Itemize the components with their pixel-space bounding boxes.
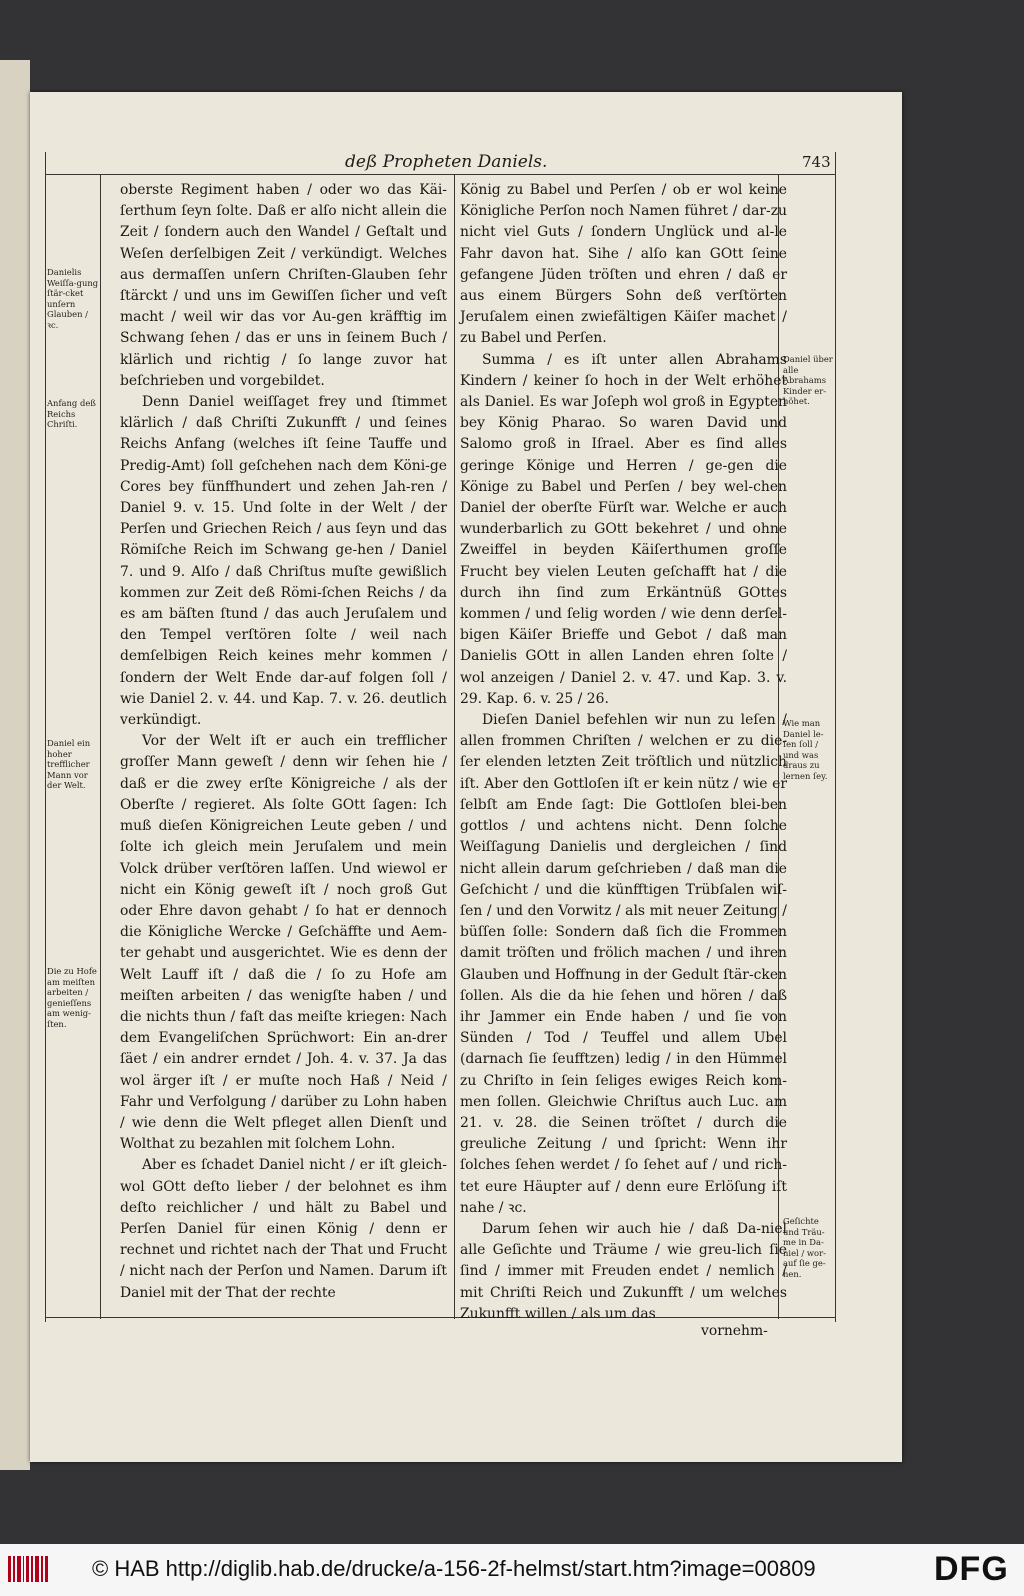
text-column-right (460, 180, 787, 1325)
page-number: 743 (802, 153, 831, 171)
text-column-left (120, 180, 447, 1304)
paragraph: Darum ſehen wir auch hie / daß Da-niel alle Geſichte und Träume / wie greu-lich ſie ſind / immer mit Freuden endet / nemlich / mit Chriſti Reich und Zukunfft / um welches Zukunfft willen / als um das (460, 1220, 787, 1322)
margin-note: Geſichte und Träu-me in Da-niel / wor-auf ſie ge-hen. (783, 1216, 826, 1279)
running-title: deß Propheten Daniels. (345, 152, 548, 172)
paragraph: Aber es ſchadet Daniel nicht / er iſt gleich-wol GOtt deſto lieber / der belohnet es ihm deſto reichlicher / und hält zu Babel und Perſen Daniel für einen König / denn er rechnet und richtet nach der That und Frucht / nicht nach der Perſon und Namen. Darum iſt Daniel mit der That der rechte (120, 1157, 447, 1301)
paragraph: Vor der Welt iſt er auch ein trefflicher groſſer Mann geweſt / denn wir ſehen hie / daß er die zwey erſte Königreiche / als der Oberſte / regieret. Als ſolte GOtt ſagen: Ich muß dieſen Königreichen Leute geben / und ſolte ich gleich mein Jeruſalem und mein Volck drüber verſtören laſſen. Und wiewol er nicht ein König geweſt iſt / noch groß Gut oder Ehre davon gehabt / ſo hat er dennoch die Königliche Wercke / Geſchäffte und Aem-ter gehabt und ausgerichtet. Wie es denn der Welt Lauff iſt / daß die / ſo zu Hofe am meiſten arbeiten / das wenigſte haben / und die nichts thun / faſt das meiſte kriegen: Nach dem Evangeliſchen Sprüchwort: Ein an-drer ſäet / ein andrer erndet / Joh. 4. v. 37. Ja das wol ärger iſt / er muſte noch Haß / Neid / Fahr und Verfolgung / darüber zu Lohn haben / wie denn die Welt pfleget allen Dienſt und Wolthat zu bezahlen mit ſolchem Lohn. (120, 733, 447, 1153)
facing-page-edge (0, 60, 30, 1470)
margin-note: Daniel über alle Abrahams Kinder er-höhet. (783, 354, 833, 407)
footer-bar (0, 1544, 1024, 1596)
barcode-icon (8, 1556, 48, 1582)
margin-note: Daniel ein hoher trefflicher Mann vor der Welt. (47, 738, 91, 791)
paragraph: Dieſen Daniel befehlen wir nun zu leſen / allen frommen Chriſten / welchen er zu die-ſer elenden letzten Zeit tröſtlich und nützlich iſt. Aber den Gottloſen iſt er kein nütz / wie er ſelbſt am Ende ſagt: Die Gottloſen blei-ben gottlos / und achtens nicht. Denn ſolche Weiſſagung Danielis und dergleichen / ſind nicht allein darum geſchrieben / daß man die Geſchicht / und die künfftigen Trübſalen wiſ-ſen / und den Vorwitz / als mit neuer Zeitung / büſſen ſolle: Sondern daß ſich die Frommen damit tröſten und frölich machen / und ihren Glauben und Hoffnung in der Gedult ſtär-cken ſollen. Als die da hie ſehen und hören / daß ihr Jammer ein Ende haben / und ſie von Sünden / Tod / Teuffel und allem Ubel (darnach ſie ſeufftzen) ledig / in den Hümmel zu Chriſto in ſein ſeliges ewiges Reich kom-men ſollen. Gleichwie Chriſtus auch Luc. am 21. v. 28. die Seinen tröſtet / durch die greuliche Zeitung / und ſpricht: Wenn ihr ſolches ſehen werdet / ſo ſehet auf / und rich-tet eure Häupter auf / denn eure Erlöſung iſt nahe / ꝛc. (460, 712, 787, 1216)
margin-note: Die zu Hofe am meiſten arbeiten / genieſſens am wenig-ſten. (47, 966, 97, 1029)
outer-right-rule (835, 152, 836, 1322)
margin-note: Wie man Daniel le-ſen ſoll / und was draus zu lernen ſey. (783, 718, 828, 781)
book-page (30, 92, 902, 1462)
margin-note: Anfang deß Reichs Chriſti. (47, 398, 96, 430)
paragraph: oberste Regiment haben / oder wo das Käi-ſerthum ſeyn ſolte. Daß er alſo nicht allein die Zeit / ſondern auch den Wandel / Geſtalt und Weſen derſelbigen Zeit / verkündigt. Welches aus dermaſſen unſern Chriſten-Glauben ſehr ſtärckt / und uns im Gewiſſen ſicher und veſt macht / weil wir das vor Au-gen kräfftig im Schwang ſehen / das er uns in ſeinem Buch / klärlich und richtig / ſo lange zuvor hat beſchrieben und vorgebildet. (120, 182, 447, 389)
header-rule (45, 174, 835, 175)
paragraph: Summa / es iſt unter allen Abrahams Kindern / keiner ſo hoch in der Welt erhöhet als Daniel. Es war Joſeph wol groß in Egypten bey König Pharao. So waren David und Salomo groß in Iſrael. Aber es ſind alles geringe Könige und Herren / ge-gen die Könige zu Babel und Perſen / bey wel-chen Daniel der oberſte Fürſt war. Welche er auch wunderbarlich zu GOtt bekehret / und ohne Zweiffel in beyden Käiſerthumen groſſe Frucht bey vielen Leuten geſchafft hat / die durch ihn ſind zum Erkäntnüß GOttes kommen / und ſelig worden / wie denn derſel-bigen Käiſer Brieffe und Gebot / daß man Danielis GOtt in allen Landen ehren ſolte / wol anzeigen / Daniel 2. v. 47. und Kap. 3. v. 29. Kap. 6. v. 25 / 26. (460, 351, 787, 707)
margin-left-rule (100, 174, 101, 1319)
column-divider-rule (454, 174, 455, 1319)
outer-left-rule (45, 152, 46, 1322)
paragraph: Denn Daniel weiſſaget frey und ſtimmet klärlich / daß Chriſti Zukunfft / und ſeines Reichs Anfang (welches iſt ſeine Tauffe und Predig-Amt) ſoll geſchehen nach dem Köni-ge Cores bey fünffhundert und zehen Jah-ren / Daniel 9. v. 15. Und ſolte in der Welt / der Perſen und Griechen Reich / aus ſeyn und das Römiſche Reich im Schwang ge-hen / Daniel 7. und 9. Alſo / daß Chriſtus muſte gewißlich kommen zur Zeit deß Römi-ſchen Reichs / da es am bäſten ſtund / das auch Jeruſalem und den Tempel verſtören ſolte / weil nach demſelbigen Reich keines mehr kommen / ſondern der Welt Ende dar-auf folgen ſoll / wie Daniel 2. v. 44. und Kap. 7. v. 26. deutlich verkündigt. (120, 394, 447, 729)
paragraph: König zu Babel und Perſen / ob er wol keine Königliche Perſon noch Namen führet / dar-zu nicht viel Guts / ſondern Unglück und al-le Fahr davon hat. Sihe / alſo kan GOtt ſeine gefangene Jüden tröſten und ehren / daß er aus einem Bürgers Sohn deß verſtörten Jeruſalem einen zwiefältigen Käiſer machet / zu Babel und Perſen. (460, 182, 787, 347)
margin-note: Danielis Weiſſa-gung ſtär-cket unſern Glauben / ꝛc. (47, 267, 99, 330)
catchword: vornehm- (701, 1323, 768, 1339)
source-url-text: © HAB http://diglib.hab.de/drucke/a-156-2f-helmst/start.htm?image=00809 (92, 1556, 816, 1581)
dfg-logo: DFG (934, 1550, 1009, 1588)
